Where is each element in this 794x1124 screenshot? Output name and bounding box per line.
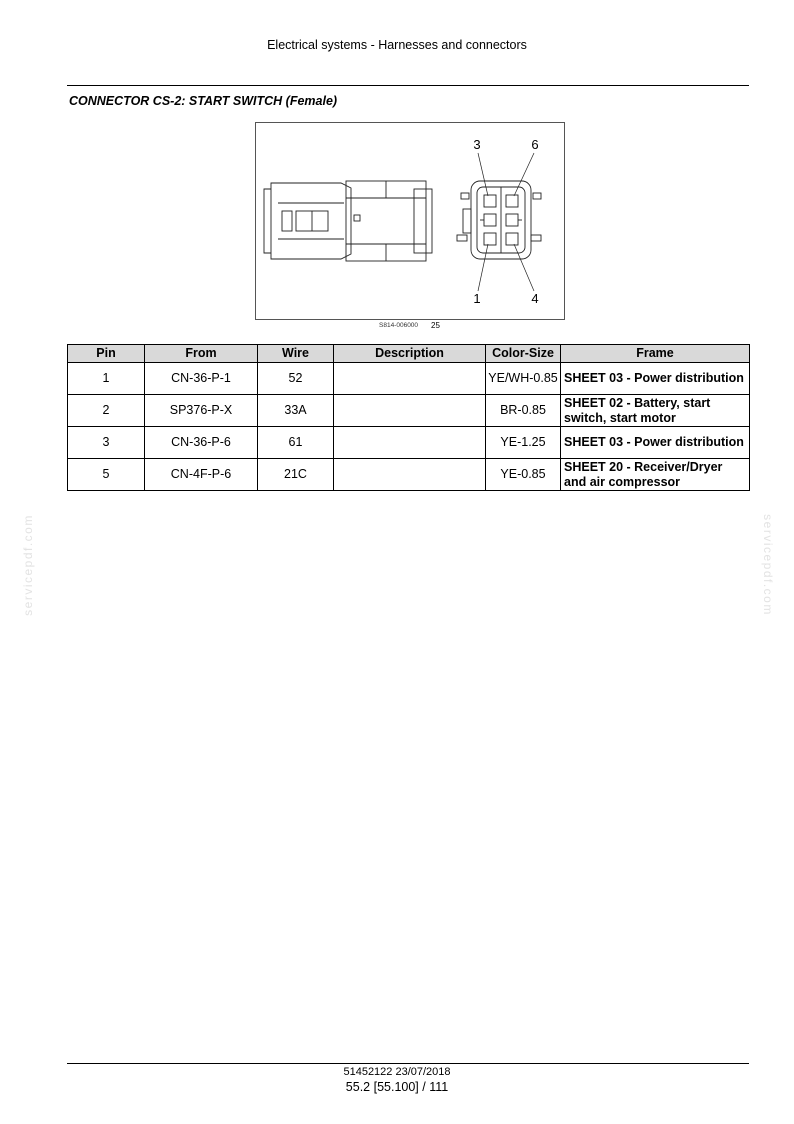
cell-frame: SHEET 03 - Power distribution (561, 363, 750, 395)
figure-number: 25 (431, 321, 440, 330)
cell-frame: SHEET 03 - Power distribution (561, 427, 750, 459)
section-title: CONNECTOR CS-2: START SWITCH (Female) (69, 94, 338, 108)
cell-frame: SHEET 02 - Battery, start switch, start motor (561, 395, 750, 427)
column-header-description: Description (334, 345, 486, 363)
figure-caption: S814-006000 (379, 322, 419, 329)
cell-wire: 33A (258, 395, 334, 427)
running-header: Electrical systems - Harnesses and connectors (267, 38, 527, 52)
watermark-right: servicepdf.com (761, 514, 775, 616)
cell-color-size: YE-0.85 (486, 459, 561, 491)
column-header-pin: Pin (68, 345, 145, 363)
pin-table (67, 344, 750, 491)
connector-side-body (271, 183, 351, 259)
cell-description (334, 459, 486, 491)
table-row (68, 363, 750, 395)
connector-figure (255, 122, 565, 320)
column-header-from: From (145, 345, 258, 363)
column-header-color-size: Color-Size (486, 345, 561, 363)
column-header-wire: Wire (258, 345, 334, 363)
footer-rule (67, 1063, 749, 1064)
cell-color-size: YE-1.25 (486, 427, 561, 459)
cell-description (334, 395, 486, 427)
cell-color-size: YE/WH-0.85 (486, 363, 561, 395)
cell-from: CN-36-P-6 (145, 427, 258, 459)
cell-frame: SHEET 20 - Receiver/Dryer and air compressor (561, 459, 750, 491)
cell-pin: 2 (68, 395, 145, 427)
table-header-row (68, 345, 750, 363)
footer-doc-id: 51452122 23/07/2018 (343, 1066, 451, 1078)
footer-page-number: 55.2 [55.100] / 111 (345, 1080, 449, 1094)
cell-pin: 1 (68, 363, 145, 395)
pin-label-4: 4 (531, 291, 539, 306)
cell-pin: 3 (68, 427, 145, 459)
cell-from: CN-4F-P-6 (145, 459, 258, 491)
pin-label-3: 3 (473, 137, 481, 152)
cell-from: CN-36-P-1 (145, 363, 258, 395)
connector-drawing (256, 123, 564, 319)
cell-description (334, 363, 486, 395)
cell-color-size: BR-0.85 (486, 395, 561, 427)
pin-label-6: 6 (531, 137, 539, 152)
column-header-frame: Frame (561, 345, 750, 363)
cell-pin: 5 (68, 459, 145, 491)
watermark-left: servicepdf.com (21, 514, 35, 616)
pin-label-1: 1 (473, 291, 481, 306)
cell-from: SP376-P-X (145, 395, 258, 427)
cell-wire: 61 (258, 427, 334, 459)
cell-wire: 21C (258, 459, 334, 491)
cell-wire: 52 (258, 363, 334, 395)
connector-face-view (457, 181, 541, 259)
cell-description (334, 427, 486, 459)
header-rule (67, 85, 749, 86)
table-row (68, 395, 750, 427)
table-row (68, 427, 750, 459)
table-row (68, 459, 750, 491)
